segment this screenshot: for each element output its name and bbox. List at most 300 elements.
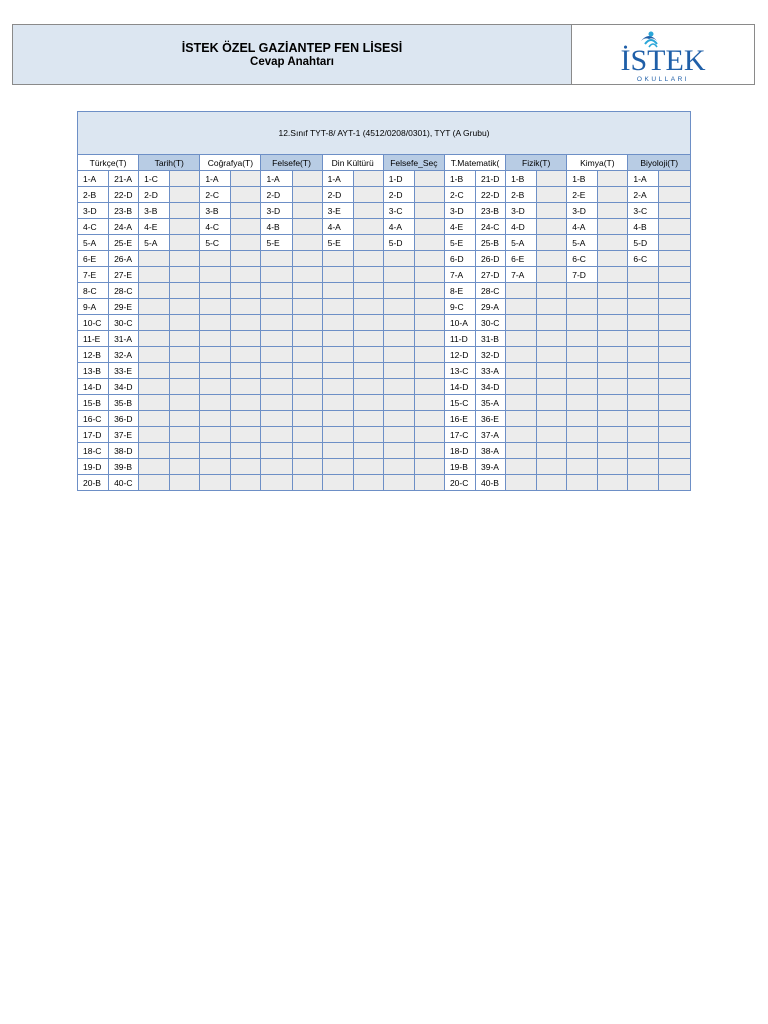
answer-cell: [139, 395, 170, 411]
answer-cell: [139, 475, 170, 491]
school-title: İSTEK ÖZEL GAZİANTEP FEN LİSESİ: [181, 40, 403, 55]
answer-cell: [231, 283, 261, 299]
answer-cell: 5-A: [567, 235, 598, 251]
answer-cell: 4-E: [139, 219, 170, 235]
table-row: [78, 235, 691, 251]
column-header: Din Kültürü: [322, 155, 383, 171]
answer-cell: [261, 347, 292, 363]
answer-cell: [506, 363, 537, 379]
answer-cell: [322, 299, 353, 315]
answer-cell: [322, 395, 353, 411]
answer-cell: [537, 411, 567, 427]
answer-cell: 1-A: [261, 171, 292, 187]
answer-cell: 1-C: [139, 171, 170, 187]
answer-cell: 9-A: [78, 299, 109, 315]
answer-cell: 22-D: [109, 187, 139, 203]
answer-cell: 3-E: [322, 203, 353, 219]
answer-cell: [414, 299, 444, 315]
answer-cell: [353, 299, 383, 315]
answer-cell: [567, 443, 598, 459]
header-titles: [13, 25, 572, 84]
answer-cell: [139, 267, 170, 283]
answer-cell: 29-A: [476, 299, 506, 315]
table-row: [78, 299, 691, 315]
answer-cell: 1-D: [383, 171, 414, 187]
answer-cell: 23-B: [476, 203, 506, 219]
answer-cell: [383, 267, 414, 283]
answer-cell: [170, 443, 200, 459]
answer-cell: [231, 443, 261, 459]
answer-cell: 13-C: [444, 363, 475, 379]
answer-cell: [628, 395, 659, 411]
answer-cell: [598, 363, 628, 379]
answer-cell: [322, 347, 353, 363]
table-row: [78, 219, 691, 235]
answer-cell: [200, 315, 231, 331]
answer-cell: 17-D: [78, 427, 109, 443]
answer-cell: 31-B: [476, 331, 506, 347]
answer-cell: [414, 283, 444, 299]
answer-cell: [139, 331, 170, 347]
answer-cell: [231, 299, 261, 315]
answer-cell: [200, 267, 231, 283]
answer-cell: [353, 475, 383, 491]
answer-cell: [383, 379, 414, 395]
answer-cell: [598, 475, 628, 491]
answer-cell: [537, 219, 567, 235]
answer-cell: 5-A: [506, 235, 537, 251]
answer-cell: 18-C: [78, 443, 109, 459]
table-row: [78, 251, 691, 267]
answer-cell: [261, 267, 292, 283]
answer-cell: [659, 187, 691, 203]
answer-cell: [506, 459, 537, 475]
answer-cell: [200, 379, 231, 395]
answer-cell: [628, 411, 659, 427]
answer-cell: 30-C: [109, 315, 139, 331]
answer-cell: 5-E: [322, 235, 353, 251]
answer-cell: [200, 395, 231, 411]
answer-cell: [414, 443, 444, 459]
answer-cell: [537, 171, 567, 187]
answer-cell: [383, 315, 414, 331]
answer-cell: [322, 411, 353, 427]
answer-cell: [231, 203, 261, 219]
answer-cell: [200, 331, 231, 347]
answer-cell: [200, 427, 231, 443]
answer-cell: [353, 459, 383, 475]
answer-cell: [598, 203, 628, 219]
answer-cell: [170, 219, 200, 235]
answer-cell: 6-C: [567, 251, 598, 267]
answer-cell: [353, 347, 383, 363]
answer-cell: 3-D: [78, 203, 109, 219]
answer-cell: [506, 283, 537, 299]
answer-cell: [383, 331, 414, 347]
answer-cell: [659, 203, 691, 219]
document-header: [12, 24, 755, 85]
answer-cell: [628, 347, 659, 363]
table-row: [78, 347, 691, 363]
answer-cell: 2-E: [567, 187, 598, 203]
answer-cell: [292, 267, 322, 283]
answer-cell: 3-B: [200, 203, 231, 219]
answer-cell: [567, 331, 598, 347]
answer-cell: [567, 395, 598, 411]
table-row: [78, 331, 691, 347]
table-row: [78, 203, 691, 219]
answer-cell: [353, 187, 383, 203]
answer-cell: [567, 379, 598, 395]
answer-cell: [659, 379, 691, 395]
answer-cell: [506, 443, 537, 459]
answer-cell: [200, 283, 231, 299]
answer-cell: [261, 427, 292, 443]
answer-cell: 6-C: [628, 251, 659, 267]
answer-cell: [231, 427, 261, 443]
answer-cell: 1-B: [506, 171, 537, 187]
answer-cell: [139, 299, 170, 315]
column-header: Felsefe_Seç: [383, 155, 444, 171]
answer-cell: [567, 299, 598, 315]
answer-cell: [598, 283, 628, 299]
answer-cell: [598, 331, 628, 347]
answer-cell: [170, 475, 200, 491]
answer-cell: [170, 315, 200, 331]
answer-cell: [628, 363, 659, 379]
answer-cell: [322, 443, 353, 459]
answer-cell: [506, 411, 537, 427]
answer-cell: 18-D: [444, 443, 475, 459]
answer-cell: [414, 475, 444, 491]
answer-cell: [414, 331, 444, 347]
answer-cell: [659, 459, 691, 475]
answer-cell: [383, 363, 414, 379]
answer-cell: 30-C: [476, 315, 506, 331]
answer-cell: [139, 315, 170, 331]
answer-cell: 15-B: [78, 395, 109, 411]
answer-cell: [598, 299, 628, 315]
answer-cell: [383, 459, 414, 475]
answer-cell: [537, 347, 567, 363]
answer-cell: [537, 315, 567, 331]
answer-cell: [200, 251, 231, 267]
answer-cell: [292, 459, 322, 475]
answer-cell: 6-E: [506, 251, 537, 267]
answer-cell: [231, 171, 261, 187]
answer-cell: 17-C: [444, 427, 475, 443]
answer-cell: [322, 315, 353, 331]
answer-cell: 28-C: [109, 283, 139, 299]
answer-cell: [200, 475, 231, 491]
answer-cell: [231, 267, 261, 283]
answer-cell: 14-D: [78, 379, 109, 395]
answer-cell: [139, 283, 170, 299]
answer-cell: [261, 411, 292, 427]
answer-cell: [659, 171, 691, 187]
answer-cell: 23-B: [109, 203, 139, 219]
answer-cell: 3-B: [139, 203, 170, 219]
answer-cell: 1-A: [78, 171, 109, 187]
answer-cell: [200, 347, 231, 363]
answer-cell: [506, 395, 537, 411]
answer-cell: 12-D: [444, 347, 475, 363]
answer-cell: [659, 283, 691, 299]
answer-cell: [292, 347, 322, 363]
answer-cell: [322, 283, 353, 299]
table-title: 12.Sınıf TYT-8/ AYT-1 (4512/0208/0301), TYT (A Grubu): [78, 112, 691, 155]
answer-cell: [659, 411, 691, 427]
answer-cell: [414, 411, 444, 427]
answer-cell: [598, 379, 628, 395]
answer-cell: [414, 171, 444, 187]
answer-cell: [170, 267, 200, 283]
answer-cell: 13-B: [78, 363, 109, 379]
answer-cell: [628, 283, 659, 299]
answer-cell: 1-A: [322, 171, 353, 187]
answer-cell: [353, 379, 383, 395]
answer-cell: 4-B: [628, 219, 659, 235]
answer-cell: [292, 443, 322, 459]
answer-cell: [537, 251, 567, 267]
answer-cell: 27-D: [476, 267, 506, 283]
table-row: [78, 395, 691, 411]
answer-cell: [353, 235, 383, 251]
answer-cell: [261, 363, 292, 379]
answer-cell: [383, 443, 414, 459]
answer-cell: [139, 347, 170, 363]
answer-cell: [261, 331, 292, 347]
answer-cell: 2-D: [139, 187, 170, 203]
answer-cell: 8-C: [78, 283, 109, 299]
answer-cell: 36-D: [109, 411, 139, 427]
table-row: [78, 187, 691, 203]
answer-cell: [170, 347, 200, 363]
answer-cell: [200, 459, 231, 475]
answer-cell: [353, 411, 383, 427]
answer-cell: 19-B: [444, 459, 475, 475]
answer-cell: [414, 379, 444, 395]
answer-cell: [628, 379, 659, 395]
answer-cell: [170, 379, 200, 395]
answer-cell: 1-A: [628, 171, 659, 187]
answer-cell: [292, 235, 322, 251]
answer-cell: [537, 427, 567, 443]
answer-cell: [292, 427, 322, 443]
answer-cell: [231, 395, 261, 411]
answer-cell: [628, 299, 659, 315]
answer-cell: 36-E: [476, 411, 506, 427]
answer-cell: [506, 379, 537, 395]
answer-cell: [139, 363, 170, 379]
answer-cell: [628, 267, 659, 283]
answer-cell: 3-D: [506, 203, 537, 219]
answer-cell: 11-E: [78, 331, 109, 347]
answer-cell: [537, 459, 567, 475]
answer-cell: 24-A: [109, 219, 139, 235]
answer-cell: 29-E: [109, 299, 139, 315]
logo-wordmark: İSTEK: [620, 43, 706, 77]
answer-cell: [598, 443, 628, 459]
answer-cell: 38-A: [476, 443, 506, 459]
answer-cell: 4-D: [506, 219, 537, 235]
answer-cell: [598, 315, 628, 331]
answer-cell: [322, 363, 353, 379]
answer-cell: [659, 251, 691, 267]
answer-cell: 5-E: [444, 235, 475, 251]
answer-cell: 31-A: [109, 331, 139, 347]
column-header-row: [78, 155, 691, 171]
answer-cell: [353, 251, 383, 267]
answer-cell: [322, 267, 353, 283]
answer-cell: 2-C: [200, 187, 231, 203]
answer-cell: 37-A: [476, 427, 506, 443]
answer-cell: [322, 331, 353, 347]
table-row: [78, 315, 691, 331]
answer-cell: [200, 299, 231, 315]
column-header: Kimya(T): [567, 155, 628, 171]
answer-cell: 4-A: [567, 219, 598, 235]
answer-cell: [659, 331, 691, 347]
answer-cell: [659, 363, 691, 379]
answer-cell: [139, 251, 170, 267]
answer-cell: 3-C: [383, 203, 414, 219]
answer-cell: [292, 251, 322, 267]
answer-cell: 2-A: [628, 187, 659, 203]
answer-cell: [598, 267, 628, 283]
answer-cell: [261, 283, 292, 299]
answer-cell: 5-D: [383, 235, 414, 251]
answer-cell: 14-D: [444, 379, 475, 395]
answer-cell: 16-C: [78, 411, 109, 427]
answer-cell: [231, 251, 261, 267]
answer-cell: [659, 315, 691, 331]
answer-cell: [383, 475, 414, 491]
column-header: Biyoloji(T): [628, 155, 691, 171]
answer-cell: [292, 299, 322, 315]
answer-cell: [353, 427, 383, 443]
answer-cell: [353, 171, 383, 187]
answer-cell: 8-E: [444, 283, 475, 299]
answer-cell: [383, 411, 414, 427]
answer-cell: [537, 299, 567, 315]
istek-logo-icon: [613, 25, 713, 85]
answer-cell: [598, 427, 628, 443]
answer-cell: [598, 347, 628, 363]
answer-cell: 7-E: [78, 267, 109, 283]
answer-cell: 24-C: [476, 219, 506, 235]
answer-cell: 4-B: [261, 219, 292, 235]
answer-cell: [261, 299, 292, 315]
column-header: Coğrafya(T): [200, 155, 261, 171]
answer-cell: [567, 459, 598, 475]
answer-cell: [353, 219, 383, 235]
answer-cell: [292, 283, 322, 299]
answer-cell: [598, 251, 628, 267]
column-header: Tarih(T): [139, 155, 200, 171]
answer-cell: [414, 267, 444, 283]
answer-cell: [537, 379, 567, 395]
answer-cell: [231, 347, 261, 363]
answer-cell: [537, 267, 567, 283]
answer-cell: [659, 395, 691, 411]
answer-cell: [353, 363, 383, 379]
answer-cell: 32-A: [109, 347, 139, 363]
answer-cell: 12-B: [78, 347, 109, 363]
answer-cell: [383, 251, 414, 267]
table-row: [78, 443, 691, 459]
answer-cell: 3-D: [567, 203, 598, 219]
answer-cell: 2-D: [383, 187, 414, 203]
answer-cell: [414, 395, 444, 411]
answer-cell: 3-D: [261, 203, 292, 219]
table-row: [78, 171, 691, 187]
answer-cell: [598, 171, 628, 187]
answer-cell: 33-E: [109, 363, 139, 379]
answer-cell: [659, 475, 691, 491]
answer-cell: [170, 251, 200, 267]
answer-cell: [383, 299, 414, 315]
answer-cell: [537, 475, 567, 491]
answer-cell: [414, 251, 444, 267]
column-header: Felsefe(T): [261, 155, 322, 171]
answer-cell: 1-A: [200, 171, 231, 187]
answer-cell: [659, 219, 691, 235]
answer-cell: [659, 427, 691, 443]
answer-cell: 33-A: [476, 363, 506, 379]
answer-cell: [170, 411, 200, 427]
answer-cell: [659, 267, 691, 283]
answer-cell: [200, 411, 231, 427]
answer-cell: [170, 459, 200, 475]
answer-cell: [598, 235, 628, 251]
school-logo: [572, 25, 754, 84]
answer-cell: [537, 443, 567, 459]
answer-cell: [200, 443, 231, 459]
column-header: Fizik(T): [506, 155, 567, 171]
answer-cell: 22-D: [476, 187, 506, 203]
answer-cell: [628, 443, 659, 459]
answer-cell: 28-C: [476, 283, 506, 299]
answer-cell: [628, 331, 659, 347]
answer-cell: 5-D: [628, 235, 659, 251]
answer-cell: [598, 459, 628, 475]
answer-cell: [598, 411, 628, 427]
answer-cell: [567, 427, 598, 443]
answer-cell: [139, 379, 170, 395]
answer-cell: [231, 187, 261, 203]
answer-cell: [567, 315, 598, 331]
answer-cell: [292, 411, 322, 427]
answer-cell: 5-A: [78, 235, 109, 251]
answer-cell: 38-D: [109, 443, 139, 459]
answer-cell: [414, 187, 444, 203]
answer-cell: [506, 331, 537, 347]
answer-cell: 40-C: [109, 475, 139, 491]
answer-cell: [659, 347, 691, 363]
answer-cell: [537, 283, 567, 299]
answer-cell: [506, 427, 537, 443]
table-row: [78, 363, 691, 379]
answer-cell: 2-D: [322, 187, 353, 203]
answer-cell: 16-E: [444, 411, 475, 427]
answer-cell: [170, 331, 200, 347]
table-row: [78, 475, 691, 491]
answer-cell: 19-D: [78, 459, 109, 475]
answer-cell: [170, 235, 200, 251]
answer-cell: [506, 475, 537, 491]
answer-cell: 5-C: [200, 235, 231, 251]
